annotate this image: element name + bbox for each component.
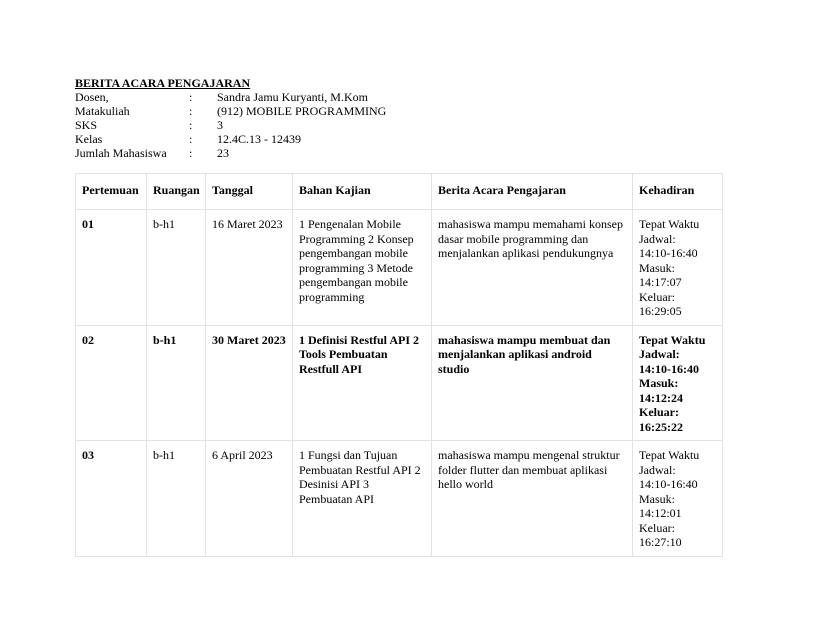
table-row <box>76 210 723 326</box>
kehadiran-status: Tepat Waktu <box>639 332 706 347</box>
table-row <box>76 441 723 557</box>
kehadiran-masuk-label: Masuk: <box>639 376 679 390</box>
cell-berita-acara: mahasiswa mampu memahami konsep dasar mobile programming dan menjalankan aplikasi pendukungnya <box>432 210 633 326</box>
cell-ruangan: b-h1 <box>147 210 206 326</box>
kehadiran-keluar-label: Keluar: <box>639 405 679 419</box>
kehadiran-keluar-label: Keluar: <box>639 520 675 535</box>
kehadiran-keluar-value: 16:25:22 <box>639 419 683 434</box>
info-row-dosen <box>75 90 475 104</box>
kehadiran-jadwal-label: Jadwal: <box>639 462 676 477</box>
table-header-row <box>76 174 723 210</box>
attendance-table <box>75 173 723 557</box>
info-row-sks <box>75 118 475 132</box>
kehadiran-jadwal-value: 14:10-16:40 <box>639 361 699 376</box>
cell-bahan-kajian: 1 Fungsi dan Tujuan Pembuatan Restful API 2 Desinisi API 3 Pembuatan API <box>293 441 432 557</box>
attendance-table-container <box>75 173 722 557</box>
header-kehadiran: Kehadiran <box>633 174 723 210</box>
info-colon: : <box>189 118 193 132</box>
cell-kehadiran <box>633 210 723 326</box>
cell-pertemuan: 02 <box>76 325 147 441</box>
cell-tanggal: 16 Maret 2023 <box>206 210 293 326</box>
kehadiran-masuk-value: 14:12:01 <box>639 506 682 520</box>
info-colon: : <box>189 132 193 146</box>
info-row-matakuliah <box>75 104 475 118</box>
header-pertemuan: Pertemuan <box>76 174 147 210</box>
info-label: Dosen, <box>75 90 109 104</box>
cell-pertemuan: 01 <box>76 210 147 326</box>
header-berita-acara: Berita Acara Pengajaran <box>432 174 633 210</box>
cell-bahan-kajian: 1 Definisi Restful API 2 Tools Pembuatan Restfull API <box>293 325 432 441</box>
info-colon: : <box>189 90 193 104</box>
info-colon: : <box>189 104 193 118</box>
kehadiran-masuk-label: Masuk: <box>639 260 675 275</box>
info-value: Sandra Jamu Kuryanti, M.Kom <box>217 90 368 104</box>
kehadiran-keluar-value: 16:29:05 <box>639 304 682 318</box>
cell-kehadiran <box>633 325 723 441</box>
kehadiran-jadwal-label: Jadwal: <box>639 231 676 246</box>
cell-pertemuan: 03 <box>76 441 147 557</box>
header-bahan-kajian: Bahan Kajian <box>293 174 432 210</box>
cell-berita-acara: mahasiswa mampu mengenal struktur folder flutter dan membuat aplikasi hello world <box>432 441 633 557</box>
kehadiran-masuk-value: 14:17:07 <box>639 275 682 289</box>
kehadiran-masuk-value: 14:12:24 <box>639 390 683 405</box>
cell-ruangan: b-h1 <box>147 441 206 557</box>
info-label: Kelas <box>75 132 103 146</box>
cell-ruangan: b-h1 <box>147 325 206 441</box>
cell-bahan-kajian: 1 Pengenalan Mobile Programming 2 Konsep pengembangan mobile programming 3 Metode pengembangan mobile programming <box>293 210 432 326</box>
info-label: SKS <box>75 118 98 132</box>
kehadiran-jadwal-value: 14:10-16:40 <box>639 246 698 260</box>
info-label: Jumlah Mahasiswa <box>75 146 167 160</box>
document-title: BERITA ACARA PENGAJARAN <box>75 76 251 90</box>
kehadiran-status: Tepat Waktu <box>639 448 700 462</box>
info-row-kelas <box>75 132 475 146</box>
info-value: 12.4C.13 - 12439 <box>217 132 301 146</box>
kehadiran-status: Tepat Waktu <box>639 217 700 231</box>
table-row <box>76 325 723 441</box>
kehadiran-keluar-label: Keluar: <box>639 289 675 304</box>
info-row-jumlah-mahasiswa <box>75 146 475 160</box>
cell-tanggal: 30 Maret 2023 <box>206 325 293 441</box>
info-colon: : <box>189 146 193 160</box>
info-value: (912) MOBILE PROGRAMMING <box>217 104 387 118</box>
header-ruangan: Ruangan <box>147 174 206 210</box>
cell-berita-acara: mahasiswa mampu membuat dan menjalankan aplikasi android studio <box>432 325 633 441</box>
cell-tanggal: 6 April 2023 <box>206 441 293 557</box>
kehadiran-keluar-value: 16:27:10 <box>639 535 682 549</box>
kehadiran-jadwal-value: 14:10-16:40 <box>639 477 698 491</box>
document-header <box>75 76 475 160</box>
info-label: Matakuliah <box>75 104 130 118</box>
kehadiran-jadwal-label: Jadwal: <box>639 347 680 361</box>
header-tanggal: Tanggal <box>206 174 293 210</box>
info-value: 23 <box>217 146 229 160</box>
kehadiran-masuk-label: Masuk: <box>639 491 675 506</box>
cell-kehadiran <box>633 441 723 557</box>
info-value: 3 <box>217 118 223 132</box>
